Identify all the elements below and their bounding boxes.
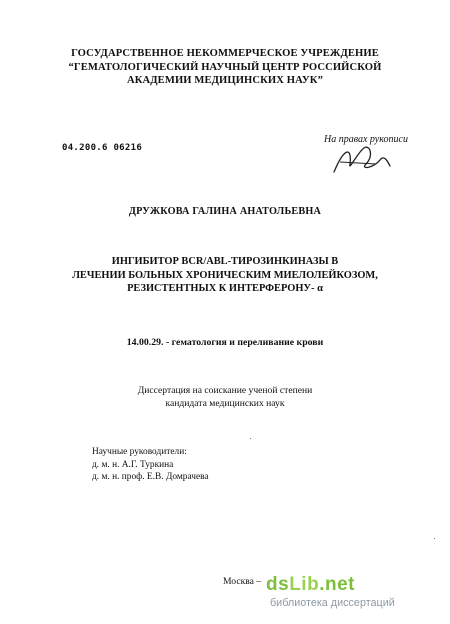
watermark-logo-net: .net — [319, 574, 355, 595]
supervisor-1: д. м. н. А.Г. Туркина — [92, 459, 174, 470]
manuscript-rights-note: На правах рукописи — [324, 134, 408, 145]
catalog-number: 04.200.6 06216 — [62, 143, 143, 153]
handwritten-signature — [330, 142, 394, 178]
institution-line-1: ГОСУДАРСТВЕННОЕ НЕКОММЕРЧЕСКОЕ УЧРЕЖДЕНИЕ — [71, 48, 379, 59]
title-line-3: РЕЗИСТЕНТНЫХ К ИНТЕРФЕРОНУ- α — [127, 283, 323, 294]
institution-header — [0, 47, 450, 88]
institution-line-3: АКАДЕМИИ МЕДИЦИНСКИХ НАУК” — [127, 75, 323, 86]
title-line-1: ИНГИБИТОР BCR/ABL-ТИРОЗИНКИНАЗЫ В — [111, 256, 339, 267]
dslib-watermark — [266, 574, 446, 614]
specialty-code: 14.00.29. - гематология и переливание крови — [126, 337, 324, 348]
scientific-supervisors — [92, 446, 209, 484]
supervisor-2: д. м. н. проф. Е.В. Домрачева — [92, 472, 209, 482]
degree-line-2: кандидата медицинских наук — [165, 397, 285, 409]
author-name: ДРУЖКОВА ГАЛИНА АНАТОЛЬЕВНА — [128, 206, 322, 217]
dissertation-title — [0, 255, 450, 296]
degree-statement — [0, 385, 450, 410]
watermark-logo-lib: Lib — [289, 574, 320, 595]
watermark-logo-ds: ds — [266, 574, 290, 595]
watermark-subtitle: библиотека диссертаций — [270, 597, 395, 609]
degree-line-1: Диссертация на соискание ученой степени — [137, 385, 313, 396]
city-line: Москва – — [223, 576, 262, 587]
institution-line-2: “ГЕМАТОЛОГИЧЕСКИЙ НАУЧНЫЙ ЦЕНТР РОССИЙСКОЙ — [68, 61, 382, 73]
supervisors-heading: Научные руководители: — [92, 447, 187, 457]
title-line-2: ЛЕЧЕНИИ БОЛЬНЫХ ХРОНИЧЕСКИМ МИЕЛОЛЕЙКОЗОМ, — [72, 269, 378, 281]
scan-speck — [250, 438, 251, 439]
scan-speck — [434, 538, 435, 539]
watermark-logo — [266, 574, 355, 596]
